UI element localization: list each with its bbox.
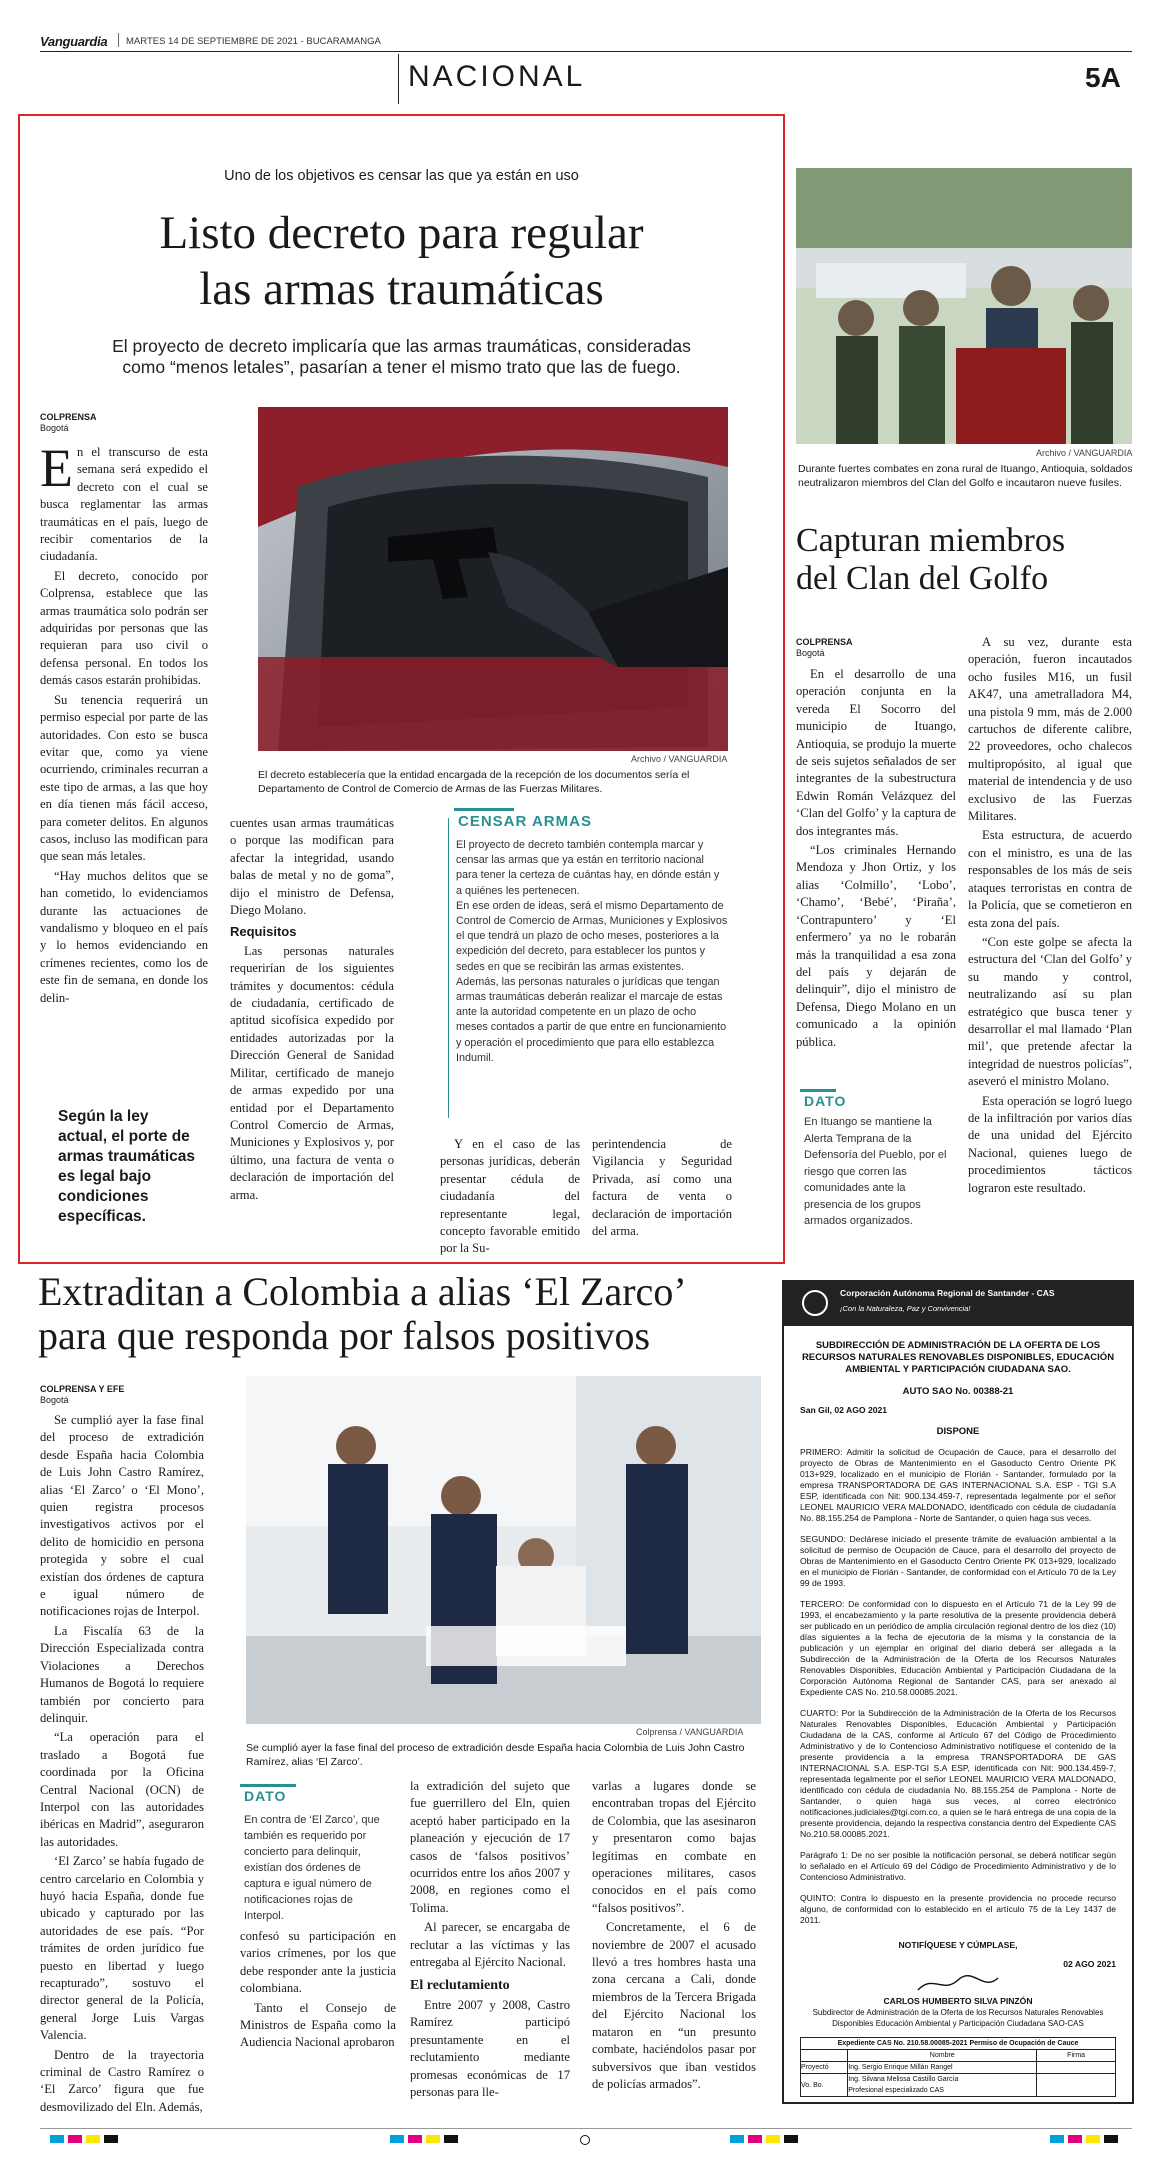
zarco-col3-subhead: El reclutamiento xyxy=(410,1978,510,1994)
lead-col1-p1: n el transcurso de esta semana será expedido el decreto con el cual se busca reglamentar las armas traumáticas en el país, luego de recibir comentarios de la ciudadanía. xyxy=(40,445,208,564)
zarco-col2-p2: Tanto el Consejo de Ministros de España como la Audiencia Nacional aprobaron xyxy=(240,2000,396,2050)
black-mark xyxy=(104,2135,118,2143)
clan-photo-caption: Durante fuertes combates en zona rural de Ituango, Antioquia, soldados neutralizaron miembros del Clan del Golfo e incautaron nueve fusiles. xyxy=(798,463,1133,489)
lead-col1-p4: “Hay muchos delitos que se han cometido, lo evidenciamos durante las actuaciones de vandalismo y bloqueo en el país y lo hemos evidenciando en crímenes recientes, como los de este fin de semana, en donde los delin- xyxy=(40,868,208,1005)
registration-marks xyxy=(40,2135,1132,2145)
lead-col2-p1: cuentes usan armas traumáticas o porque las modifican para afectar la integridad, usando balas de metal y no de goma”, dijo el ministro de Defensa, Diego Molano. xyxy=(230,816,394,918)
notice-tercero: TERCERO: De conformidad con lo dispuesto en el Artículo 71 de la Ley 99 de 1993, el encabezamiento y la parte resolutiva de la presente providencia deberá ser publicado en un periódico de amplia circulación regional dentro de los diez (10) días siguientes a la fecha de ejecutoria de la misma y la constancia de la publicación y un ejemplar en original del diario deberá ser allegada a la Subdirección de la Administración de la Oferta de los Recursos Naturales Renovables Disponibles, Educación Ambiental y Participación Ciudadana de la Corporación Autónoma Regional de Santander CAS, para ser anexado al Expediente CAS No. 210.58.00085.2021. xyxy=(800,1599,1116,1697)
notice-quinto: QUINTO: Contra lo dispuesto en la presente providencia no procede recurso alguno, de conformidad con lo establecido en el artículo 75 de la Ley 1437 de 2011. xyxy=(800,1893,1116,1925)
notice-sign-date: 02 AGO 2021 xyxy=(1063,1959,1116,1969)
lead-dek xyxy=(20,336,783,378)
notice-table-row1-name: Ing. Sergio Enrique Millán Rangel xyxy=(848,2062,1037,2074)
notice-date: San Gil, 02 AGO 2021 xyxy=(800,1405,888,1415)
clan-headline-line1: Capturan miembros xyxy=(796,522,1066,559)
yellow-mark xyxy=(86,2135,100,2143)
clan-photo xyxy=(796,168,1132,444)
signature-icon xyxy=(913,1972,1003,1996)
zarco-col4-p2: Concretamente, el 6 de noviembre de 2007 el acusado llevó a tres hombres hasta una zona cercana a Cali, donde miembros de la Tercera Brigada del Ejército Nacional los mataron en “un presunto combate, haciéndolos pasar por subversivos que iban vestidos de policías armados”. xyxy=(592,1920,756,2091)
lead-col1: En el transcurso de esta semana será expedido el decreto con el cual se busca reglamentar las armas traumáticas en el país, luego de recibir comentarios de la ciudadanía. El decreto, conocido por Colprensa, establece que las armas traumática solo podrán ser adquiridas por personas que las requieran para uso civil o defensa personal. En todos los demás casos estarán prohibidas. Su tenencia requerirá un permiso especial por parte de las autoridades. Con esto se busca evitar que, como ya viene ocurriendo, criminales recurran a este tipo de armas, a las que hoy en día tienen más fácil acceso, para cometer delitos. En algunos casos, incluso las modifican para que sean más letales. “Hay muchos delitos que se han cometido, lo evidenciamos durante las actuaciones de vandalismo y bloqueo en el país y lo hemos evidenciando en crímenes recientes, como los de este fin de semana, en donde los delin- xyxy=(40,444,208,1009)
sidebox-body xyxy=(456,838,728,1066)
notice-table-row2-label: Vo. Bo. xyxy=(801,2074,848,2097)
zarco-col2-p1: confesó su participación en varios crímenes, por los que debe responder ante la justicia colombiana. xyxy=(240,1929,396,1996)
lead-headline xyxy=(20,205,783,317)
crosshair-icon xyxy=(580,2135,590,2145)
notice-table-row1-label: Proyectó xyxy=(801,2062,848,2074)
cyan-mark xyxy=(730,2135,744,2143)
cas-seal-icon xyxy=(802,1290,828,1316)
clan-dato-text: En Ituango se mantiene la Alerta Temprana de la Defensoría del Pueblo, por el riesgo que corren las comunidades ante la presencia de los grupos armados organizados. xyxy=(804,1116,947,1227)
notice-dispone: DISPONE xyxy=(936,1426,980,1437)
lead-byline xyxy=(40,412,97,434)
zarco-headline-line1: Extraditan a Colombia a alias ‘El Zarco’ xyxy=(38,1269,687,1314)
zarco-col1-p5: Dentro de la trayectoria criminal de Castro Ramírez o ‘El Zarco’ figura que fue desmovilizado del Eln. Además, xyxy=(40,2047,204,2114)
zarco-photo-credit: Colprensa / VANGUARDIA xyxy=(636,1727,744,1737)
clan-headline xyxy=(796,522,1132,598)
notice-primero: PRIMERO: Admitir la solicitud de Ocupación de Cauce, para el desarrollo del proyecto de Obras de Mantenimiento en el Gasoducto Centro Oriente PK 013+929, localizado en el municipio de Florián - Santander, formulado por la empresa TRANSPORTADORA DE GAS INTERNACIONAL S.A. ESP - TGI S.A ESP, identificada con Nit: 900.134.459-7, representada legalmente por el señor LEONEL MAURICIO VERA MALDONADO, identificado con cédula de ciudadanía No. 88.155.254 de Pamplona - Norte de Santander, o quien haga sus veces. xyxy=(800,1447,1116,1523)
zarco-photo-caption: Se cumplió ayer la fase final del proceso de extradición desde España hacia Colombia de Luis John Castro Ramírez, alias ‘El Zarco’. xyxy=(246,1742,745,1768)
cyan-mark xyxy=(50,2135,64,2143)
clan-col2-p3: “Con este golpe se afecta la estructura del ‘Clan del Golfo’ y su mando y control, neutralizando así su plan estratégico que busca tener y desarrollar el mal llamado ‘Plan mil’, que pretende afectar la integridad de nuestros policías”, aseveró el ministro Molano. xyxy=(968,934,1132,1089)
notice-notifiquese: NOTIFÍQUESE Y CÚMPLASE, xyxy=(898,1940,1018,1950)
sidebox-accent xyxy=(454,808,514,811)
clan-byline xyxy=(796,637,853,659)
yellow-mark xyxy=(766,2135,780,2143)
black-mark xyxy=(1104,2135,1118,2143)
notice-auto: AUTO SAO No. 00388-21 xyxy=(902,1386,1014,1397)
masthead-divider xyxy=(118,33,119,47)
notice-title: SUBDIRECCIÓN DE ADMINISTRACIÓN DE LA OFERTA DE LOS RECURSOS NATURALES RENOVABLES DISPONIBLES, EDUCACIÓN AMBIENTAL Y PARTICIPACIÓN CIUDADANA SAO. xyxy=(801,1340,1115,1375)
footer-rule xyxy=(40,2128,1132,2129)
notice-table-row2-name: Ing. Silvana Melissa Castillo García xyxy=(848,2076,959,2083)
sidebox-rule xyxy=(448,818,449,1118)
yellow-mark xyxy=(1086,2135,1100,2143)
zarco-dato-title: DATO xyxy=(244,1788,287,1804)
gun-car-illustration xyxy=(258,407,728,751)
lead-dek-line2: como “menos letales”, pasarían a tener el mismo trato que las de fuego. xyxy=(122,357,681,377)
notice-signer-title: Subdirector de Administración de la Oferta de los Recursos Naturales Renovables Disponibles Educación Ambiental y Participación Ciudadana SAO-CAS xyxy=(812,2008,1104,2028)
legal-notice xyxy=(782,1280,1134,2104)
lead-col2 xyxy=(230,815,394,1206)
clan-col2-p1: A su vez, durante esta operación, fueron incautados ocho fusiles M16, un fusil AK47, una ametralladora M4, una pistola 9 mm, más de 2.000 cartuchos de diferente calibre, 22 proveedores, ocho chalecos multipropósito, al igual que material de intendencia y de uso exclusivo de las Fuerzas Militares. xyxy=(968,635,1132,824)
zarco-col3-p1: la extradición del sujeto que fue guerrillero del Eln, quien aceptó haber participado en la planeación y ejecución de 17 casos de ‘falsos positivos’ ocurridos entre los años 2007 y 2008, en regiones como el Tolima. xyxy=(410,1779,570,1915)
zarco-col4-p1: varlas a lugares donde se encontraban tropas del Ejército de Colombia, que las asesinaron y presentaron como bajas legítimas en combate en operaciones militares, casos conocidos en el país como “falsos positivos”. xyxy=(592,1779,756,1915)
lead-photo-caption: El decreto establecería que la entidad encargada de la recepción de los documentos sería el Departamento de Control de Comercio de Armas de las Fuerzas Militares. xyxy=(258,769,690,795)
zarco-col3-p2: Al parecer, se encargaba de reclutar a las víctimas y las entregaba al Ejército Nacional. xyxy=(410,1920,570,1970)
notice-table-col-firma: Firma xyxy=(1037,2050,1116,2062)
clan-col2-p4: Esta operación se logró luego de la infiltración por varios días de una unidad del Ejército Nacional, quienes luego de procedimientos tácticos lograron este resultado. xyxy=(968,1093,1132,1195)
lead-photo-credit: Archivo / VANGUARDIA xyxy=(631,754,728,764)
cyan-mark xyxy=(1050,2135,1064,2143)
clan-dato-title: DATO xyxy=(804,1093,847,1109)
clan-byline-agency: COLPRENSA xyxy=(796,637,853,647)
lead-headline-line1: Listo decreto para regular xyxy=(159,207,644,259)
byline-city: Bogotá xyxy=(40,423,69,433)
clan-headline-line2: del Clan del Golfo xyxy=(796,560,1049,597)
zarco-byline-agency: COLPRENSA Y EFE xyxy=(40,1384,125,1394)
cyan-mark xyxy=(390,2135,404,2143)
yellow-mark xyxy=(426,2135,440,2143)
black-mark xyxy=(784,2135,798,2143)
lead-col1-p3: Su tenencia requerirá un permiso especial por parte de las autoridades. Con esto se busca evitar que, como ya viene ocurriendo, criminales recurran a este tipo de armas, a las que hoy en día tienen más fácil acceso, para cometer delitos. En algunos casos, incluso las modifican para que sean más letales. xyxy=(40,692,208,864)
clan-byline-city: Bogotá xyxy=(796,648,825,658)
zarco-col1-p1: Se cumplió ayer la fase final del proceso de extradición desde España hacia Colombia de Luis John Castro Ramírez, alias ‘El Zarco’ o ‘El Mono’, quien registra procesos investigativos activos por el delito de homicidio en persona protegida y sobre el cual existían dos órdenes de captura e igual número de notificaciones rojas de Interpol. xyxy=(40,1413,204,1619)
notice-table-col-nombre: Nombre xyxy=(848,2050,1037,2062)
notice-org: Corporación Autónoma Regional de Santander - CAS xyxy=(840,1288,1055,1298)
zarco-col1 xyxy=(40,1412,204,2118)
notice-signer: CARLOS HUMBERTO SILVA PINZÓN xyxy=(883,1996,1033,2006)
clan-col1-p1: En el desarrollo de una operación conjunta en la vereda El Socorro del municipio de Ituango, Antioquia, se produjo la muerte de seis sujetos señalados de ser integrantes de la subestructura Edwin Román Velázquez del ‘Clan del Golfo’ y la captura de dos integrantes más. xyxy=(796,667,956,838)
notice-table xyxy=(800,2037,1116,2097)
zarco-col2 xyxy=(240,1928,396,2054)
lead-col2-subhead: Requisitos xyxy=(230,924,297,940)
notice-cuarto: CUARTO: Por la Subdirección de la Administración de la Oferta de los Recursos Naturales Renovables Disponibles, Educación Ambiental y Participación Ciudadana de la CAS, conforme al Artículo 67 del Código de Procedimiento Administrativo y de lo Contencioso Administrativo notifíquese el contenido de la presente providencia a la empresa TRANSPORTADORA DE GAS INTERNACIONAL S.A. ESP-TGI S.A ESP, identificada con Nit: 900.134.459-7, representada legalmente por el señor LEONEL MAURICIO VERA MALDONADO, identificado con cédula de ciudadanía No. 88.155.254 de Pamplona - Norte de Santander, o quien haga sus veces, al correo electrónico notificaciones.judiciales@tgi.com.co, a quien se le hará entrega de una copia de la presente providencia, dejando la respectiva constancia dentro del Expediente CAS No.210.58.00085.2021. xyxy=(800,1708,1116,1839)
clan-col2-p2: Esta estructura, de acuerdo con el ministro, es una de las responsables de los más de seis ataques terroristas en contra de la Policía, que se cometieron en esta zona del país. xyxy=(968,828,1132,930)
zarco-headline-line2: para que responda por falsos positivos xyxy=(38,1313,651,1358)
lead-col3 xyxy=(440,1136,580,1260)
lead-col4 xyxy=(592,1136,732,1242)
sidebox-p2: En ese orden de ideas, será el mismo Departamento de Control de Comercio de Armas, Municiones y Explosivos el que tendrá un plazo de ocho meses, posteriores a la expedición del decreto, para establecer los puntos y sedes en que se recibirán las armas existentes. xyxy=(456,899,728,973)
magenta-mark xyxy=(748,2135,762,2143)
notice-header xyxy=(784,1282,1132,1326)
zarco-photo xyxy=(246,1376,761,1724)
lead-headline-line2: las armas traumáticas xyxy=(199,263,604,315)
minister-press-illustration xyxy=(796,168,1132,444)
lead-col4-p1: perintendencia de Vigilancia y Seguridad Privada, así como una factura de venta o declaración de importación del arma. xyxy=(592,1137,732,1239)
notice-paragrafo: Parágrafo 1: De no ser posible la notificación personal, se deberá notificar según lo señalado en el Artículo 69 del Código de Procedimiento Administrativo y de lo Contencioso Administrativo. xyxy=(800,1850,1116,1882)
page-number: 5A xyxy=(1085,62,1121,93)
lead-col1-p2: El decreto, conocido por Colprensa, establece que las armas traumática solo podrán ser adquiridas por personas que las requieran para uso civil o defensa personal. En todos los demás casos estarán prohibidas. xyxy=(40,568,208,688)
zarco-col3-p3: Entre 2007 y 2008, Castro Ramírez participó presuntamente en el reclutamiento mediante promesas económicas de 17 personas para lle- xyxy=(410,1997,570,2099)
notice-table-row2-names xyxy=(848,2074,1037,2097)
magenta-mark xyxy=(68,2135,82,2143)
black-mark xyxy=(444,2135,458,2143)
sidebox-title: CENSAR ARMAS xyxy=(458,813,592,830)
clan-col2 xyxy=(968,634,1132,1199)
notice-slogan: ¡Con la Naturaleza, Paz y Convivencia! xyxy=(840,1304,971,1313)
clan-photo-credit: Archivo / VANGUARDIA xyxy=(1036,448,1133,458)
section-divider xyxy=(398,54,399,104)
masthead xyxy=(40,31,1130,53)
lead-photo xyxy=(258,407,728,751)
section-label: NACIONAL xyxy=(408,60,586,93)
masthead-rule xyxy=(40,51,1132,52)
pullquote: Según la ley actual, el porte de armas traumáticas es legal bajo condiciones específicas. xyxy=(58,1108,195,1225)
clan-dato-accent xyxy=(800,1089,836,1092)
byline-agency: COLPRENSA xyxy=(40,412,97,422)
clan-col1-p2: “Los criminales Hernando Mendoza y Jhon Ortiz, y los alias ‘Colmillo’, ‘Lobo’, ‘Chamo’, ‘Bebé’, ‘Piraña’, ‘Contrapuntero’ y ‘El enfermero’ ya no le robarán más la tranquilidad a esa zona del país y dejarán de delinquir”, dijo el ministro de Defensa, Diego Molano en un comunicado a la opinión pública. xyxy=(796,843,956,1049)
interpol-officers-illustration xyxy=(246,1376,761,1724)
magenta-mark xyxy=(408,2135,422,2143)
sidebox-p1: El proyecto de decreto también contempla marcar y censar las armas que ya están en territorio nacional para tener la certeza de cuántas hay, en dónde están y a quiénes les pertenecen. xyxy=(456,839,720,897)
notice-segundo: SEGUNDO: Declárese iniciado el presente trámite de evaluación ambiental a la solicitud de permiso de Ocupación de Cauce, para el desarrollo del proyecto de Obras de Mantenimiento en el Gasoducto Centro Oriente PK 013+929, localizado en el municipio de Florián - Santander, de conformidad con el Artículo 70 de la Ley 99 de 1993. xyxy=(800,1534,1116,1588)
lead-col3-p1: Y en el caso de las personas jurídicas, deberán presentar cédula de ciudadanía del representante legal, concepto favorable emitido por la Su- xyxy=(440,1137,580,1256)
zarco-dato-accent xyxy=(240,1784,296,1787)
lead-col2-p2: Las personas naturales requerirían de los siguientes trámites y documentos: cédula de ciudadanía, certificado de aptitud sicofísica expedido por entidades autorizadas por la Dirección General de Sanidad Militar, certificado de manejo de armas expedido por una entidad por el Departamento Control Comercio de Armas, Municiones y Explosivos y, por último, una factura de venta o declaración de importación del arma. xyxy=(230,943,394,1202)
zarco-col1-p4: ‘El Zarco’ se había fugado de centro carcelario en Colombia y huyó hacia España, donde fue ubicado y capturado por las autoridades de ese país. “Por trámites de orden jurídico fue puesto en libertad y luego recapturado”, sostuvo el director general de la Policía, general Jorge Luis Vargas Valencia. xyxy=(40,1854,204,2043)
zarco-dato-text: En contra de ‘El Zarco’, que también es requerido por concierto para delinquir, existían dos órdenes de captura e igual número de notificaciones rojas de Interpol. xyxy=(244,1814,380,1922)
lead-dek-line1: El proyecto de decreto implicaría que las armas traumáticas, consideradas xyxy=(112,336,691,356)
sidebox-p3: Además, las personas naturales o jurídicas que tengan armas traumáticas deberán realizar el marcaje de estas ante la autoridad competente en un plazo de ocho meses contados a partir de que entre en funcionamiento y operación el procedimiento que para ello establezca Indumil. xyxy=(456,975,727,1064)
zarco-byline-city: Bogotá xyxy=(40,1395,69,1405)
notice-table-header: Expediente CAS No. 210.58.00085-2021 Permiso de Ocupación de Cauce xyxy=(801,2038,1116,2050)
zarco-headline xyxy=(38,1270,778,1358)
zarco-col4 xyxy=(592,1778,756,2095)
dateline: MARTES 14 DE SEPTIEMBRE DE 2021 - BUCARAMANGA xyxy=(126,36,381,47)
zarco-col3 xyxy=(410,1778,570,2103)
zarco-col1-p3: “La operación para el traslado a Bogotá fue coordinada por la Oficina Central Nacional (OCN) de Interpol con las autoridades ibéricas en Madrid”, aseguraron las autoridades. xyxy=(40,1730,204,1849)
magenta-mark xyxy=(1068,2135,1082,2143)
clan-col1 xyxy=(796,666,956,1053)
zarco-col1-p2: La Fiscalía 63 de la Dirección Especializada contra Violaciones a Derechos Humanos de Bogotá lo requiere también por concierto para delinquir. xyxy=(40,1623,204,1725)
zarco-byline xyxy=(40,1384,124,1406)
brand-logo: Vanguardia xyxy=(40,34,108,49)
notice-table-row3-name: Profesional especializado CAS xyxy=(848,2087,944,2094)
lead-kicker: Uno de los objetivos es censar las que ya están en uso xyxy=(224,168,579,184)
